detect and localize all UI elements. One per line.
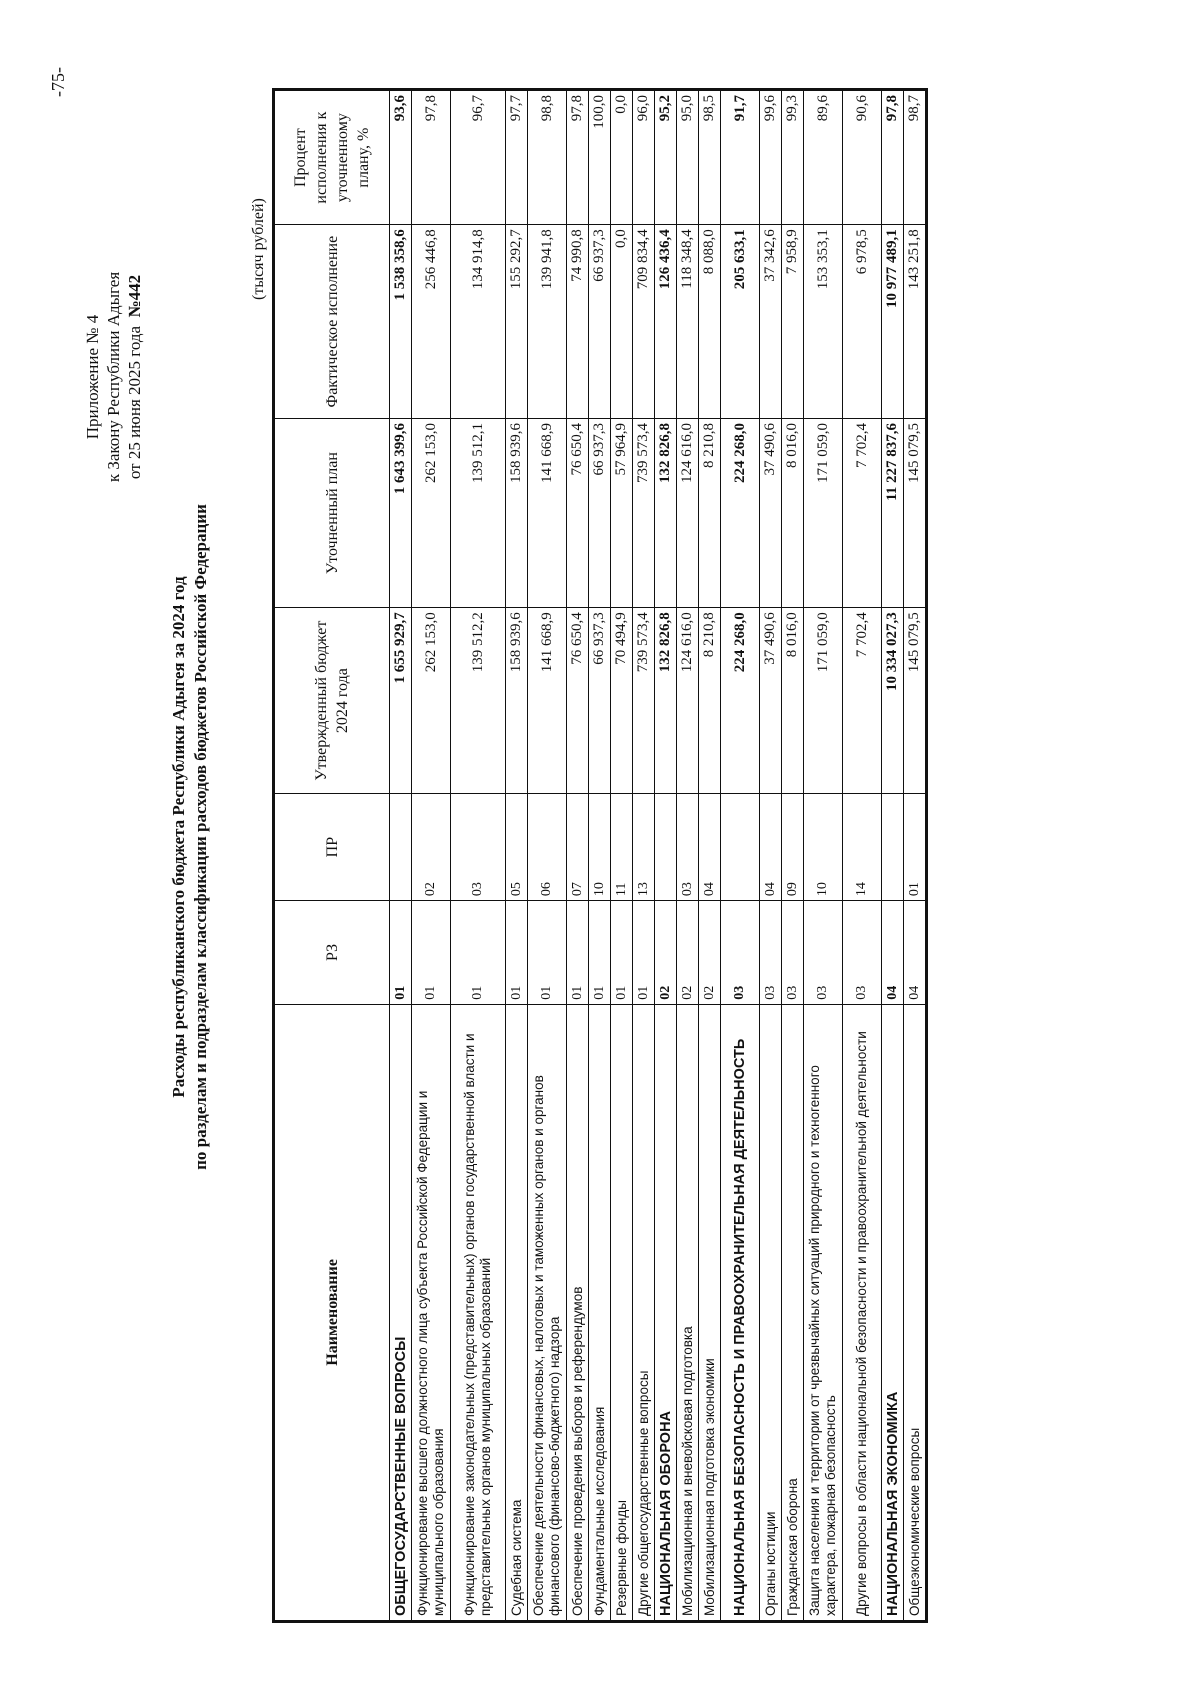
cell-pr: 09 <box>782 794 804 901</box>
cell-refined: 1 643 399,6 <box>390 418 412 607</box>
cell-actual: 205 633,1 <box>721 225 760 419</box>
cell-name: Функционирование высшего должностного лица субъекта Российской Федерации и муниципального образования <box>412 1004 451 1621</box>
table-row <box>677 90 699 1622</box>
cell-approved: 132 826,8 <box>655 608 677 794</box>
cell-actual: 134 914,8 <box>451 225 506 419</box>
cell-rz: 01 <box>528 901 567 1005</box>
cell-refined: 171 059,0 <box>804 418 843 607</box>
cell-name: Фундаментальные исследования <box>589 1004 611 1621</box>
cell-rz: 02 <box>655 901 677 1005</box>
cell-rz: 01 <box>506 901 528 1005</box>
table-header-row <box>274 90 390 1622</box>
cell-percent: 93,6 <box>390 90 412 225</box>
cell-name: Защита населения и территории от чрезвычайных ситуаций природного и техногенного характера, пожарная безопасность <box>804 1004 843 1621</box>
cell-actual: 153 353,1 <box>804 225 843 419</box>
cell-pr: 13 <box>633 794 655 901</box>
cell-approved: 8 016,0 <box>782 608 804 794</box>
cell-refined: 8 016,0 <box>782 418 804 607</box>
cell-name: НАЦИОНАЛЬНАЯ ЭКОНОМИКА <box>882 1004 904 1621</box>
cell-pr: 10 <box>589 794 611 901</box>
table-row <box>655 90 677 1622</box>
cell-pr: 04 <box>760 794 782 901</box>
cell-rz: 01 <box>633 901 655 1005</box>
cell-rz: 01 <box>451 901 506 1005</box>
cell-approved: 139 512,2 <box>451 608 506 794</box>
cell-pr <box>655 794 677 901</box>
document-title <box>168 337 212 1337</box>
cell-percent: 90,6 <box>843 90 882 225</box>
cell-pr: 04 <box>699 794 721 901</box>
table-row <box>390 90 412 1622</box>
cell-pr <box>721 794 760 901</box>
cell-rz: 04 <box>882 901 904 1005</box>
cell-rz: 03 <box>804 901 843 1005</box>
cell-name: Функционирование законодательных (представительных) органов государственной власти и представительных органов муниципальных образований <box>451 1004 506 1621</box>
table-row <box>528 90 567 1622</box>
cell-pr: 03 <box>677 794 699 901</box>
cell-rz: 01 <box>390 901 412 1005</box>
cell-refined: 124 616,0 <box>677 418 699 607</box>
title-line-2: по разделам и подразделам классификации расходов бюджетов Российской Федерации <box>191 504 210 1170</box>
cell-refined: 7 702,4 <box>843 418 882 607</box>
cell-approved: 124 616,0 <box>677 608 699 794</box>
cell-refined: 158 939,6 <box>506 418 528 607</box>
table-row <box>506 90 528 1622</box>
cell-refined: 262 153,0 <box>412 418 451 607</box>
cell-rz: 03 <box>782 901 804 1005</box>
annex-line-1: Приложение № 4 <box>83 314 102 440</box>
annex-date: от 25 июня 2025 года <box>125 325 144 480</box>
cell-actual: 66 937,3 <box>589 225 611 419</box>
table-row <box>611 90 633 1622</box>
cell-name: Судебная система <box>506 1004 528 1621</box>
cell-refined: 37 490,6 <box>760 418 782 607</box>
cell-percent: 97,7 <box>506 90 528 225</box>
cell-rz: 02 <box>699 901 721 1005</box>
cell-rz: 02 <box>677 901 699 1005</box>
cell-refined: 141 668,9 <box>528 418 567 607</box>
header-refined: Уточненный план <box>274 418 390 607</box>
cell-percent: 100,0 <box>589 90 611 225</box>
table-row <box>882 90 904 1622</box>
cell-name: Обеспечение деятельности финансовых, налоговых и таможенных органов и органов финансового (финансово-бюджетного) надзора <box>528 1004 567 1621</box>
cell-refined: 57 964,9 <box>611 418 633 607</box>
cell-pr: 07 <box>567 794 589 901</box>
cell-percent: 98,8 <box>528 90 567 225</box>
page-number: -75- <box>48 67 68 97</box>
cell-approved: 224 268,0 <box>721 608 760 794</box>
cell-percent: 0,0 <box>611 90 633 225</box>
cell-refined: 739 573,4 <box>633 418 655 607</box>
cell-approved: 8 210,8 <box>699 608 721 794</box>
cell-pr: 11 <box>611 794 633 901</box>
title-line-1: Расходы республиканского бюджета Республики Адыгея за 2024 год <box>169 576 188 1098</box>
table-row <box>782 90 804 1622</box>
cell-percent: 98,7 <box>904 90 927 225</box>
cell-actual: 7 958,9 <box>782 225 804 419</box>
cell-name: НАЦИОНАЛЬНАЯ БЕЗОПАСНОСТЬ И ПРАВООХРАНИТЕЛЬНАЯ ДЕЯТЕЛЬНОСТЬ <box>721 1004 760 1621</box>
cell-rz: 03 <box>760 901 782 1005</box>
header-pr: ПР <box>274 794 390 901</box>
cell-refined: 145 079,5 <box>904 418 927 607</box>
cell-pr: 03 <box>451 794 506 901</box>
cell-approved: 10 334 027,3 <box>882 608 904 794</box>
cell-name: Другие общегосударственные вопросы <box>633 1004 655 1621</box>
expenditure-table <box>272 88 928 1623</box>
cell-name: Обеспечение проведения выборов и референдумов <box>567 1004 589 1621</box>
cell-approved: 171 059,0 <box>804 608 843 794</box>
cell-actual: 74 990,8 <box>567 225 589 419</box>
cell-actual: 256 446,8 <box>412 225 451 419</box>
cell-actual: 8 088,0 <box>699 225 721 419</box>
cell-refined: 132 826,8 <box>655 418 677 607</box>
cell-pr: 01 <box>904 794 927 901</box>
cell-approved: 158 939,6 <box>506 608 528 794</box>
table-row <box>589 90 611 1622</box>
cell-refined: 224 268,0 <box>721 418 760 607</box>
cell-name: Органы юстиции <box>760 1004 782 1621</box>
annex-line-2: к Закону Республики Адыгея <box>104 271 123 483</box>
cell-actual: 10 977 489,1 <box>882 225 904 419</box>
cell-pr <box>390 794 412 901</box>
cell-approved: 1 655 929,7 <box>390 608 412 794</box>
cell-percent: 95,2 <box>655 90 677 225</box>
cell-refined: 139 512,1 <box>451 418 506 607</box>
cell-actual: 143 251,8 <box>904 225 927 419</box>
cell-approved: 37 490,6 <box>760 608 782 794</box>
cell-name: ОБЩЕГОСУДАРСТВЕННЫЕ ВОПРОСЫ <box>390 1004 412 1621</box>
cell-name: Гражданская оборона <box>782 1004 804 1621</box>
cell-actual: 1 538 358,6 <box>390 225 412 419</box>
cell-actual: 126 436,4 <box>655 225 677 419</box>
cell-name: Общеэкономические вопросы <box>904 1004 927 1621</box>
cell-actual: 118 348,4 <box>677 225 699 419</box>
cell-rz: 03 <box>843 901 882 1005</box>
cell-pr: 06 <box>528 794 567 901</box>
cell-name: Другие вопросы в области национальной безопасности и правоохранительной деятельности <box>843 1004 882 1621</box>
cell-actual: 139 941,8 <box>528 225 567 419</box>
table-row <box>804 90 843 1622</box>
cell-percent: 89,6 <box>804 90 843 225</box>
cell-name: Мобилизационная и вневойсковая подготовка <box>677 1004 699 1621</box>
cell-approved: 739 573,4 <box>633 608 655 794</box>
cell-pr: 02 <box>412 794 451 901</box>
header-percent: Процент исполнения к уточненному плану, % <box>274 90 390 225</box>
cell-approved: 145 079,5 <box>904 608 927 794</box>
table-row <box>412 90 451 1622</box>
cell-name: Резервные фонды <box>611 1004 633 1621</box>
cell-refined: 66 937,3 <box>589 418 611 607</box>
cell-percent: 99,6 <box>760 90 782 225</box>
table-row <box>760 90 782 1622</box>
table-row <box>451 90 506 1622</box>
header-actual: Фактическое исполнение <box>274 225 390 419</box>
cell-approved: 70 494,9 <box>611 608 633 794</box>
header-name: Наименование <box>274 1004 390 1621</box>
cell-percent: 95,0 <box>677 90 699 225</box>
annex-law-number: №442 <box>125 274 144 318</box>
cell-approved: 7 702,4 <box>843 608 882 794</box>
table-row <box>633 90 655 1622</box>
cell-actual: 0,0 <box>611 225 633 419</box>
cell-rz: 03 <box>721 901 760 1005</box>
cell-percent: 97,8 <box>412 90 451 225</box>
cell-percent: 97,8 <box>567 90 589 225</box>
cell-percent: 91,7 <box>721 90 760 225</box>
annex-line-3 <box>124 212 145 542</box>
cell-percent: 96,7 <box>451 90 506 225</box>
cell-approved: 141 668,9 <box>528 608 567 794</box>
cell-actual: 709 834,4 <box>633 225 655 419</box>
cell-percent: 99,3 <box>782 90 804 225</box>
table-row <box>904 90 927 1622</box>
cell-pr <box>882 794 904 901</box>
cell-actual: 37 342,6 <box>760 225 782 419</box>
units-label: (тысяч рублей) <box>250 198 267 300</box>
cell-pr: 05 <box>506 794 528 901</box>
cell-pr: 10 <box>804 794 843 901</box>
cell-name: НАЦИОНАЛЬНАЯ ОБОРОНА <box>655 1004 677 1621</box>
cell-actual: 155 292,7 <box>506 225 528 419</box>
cell-approved: 66 937,3 <box>589 608 611 794</box>
cell-rz: 01 <box>567 901 589 1005</box>
cell-refined: 8 210,8 <box>699 418 721 607</box>
cell-refined: 76 650,4 <box>567 418 589 607</box>
cell-rz: 01 <box>412 901 451 1005</box>
annex-block <box>82 212 145 542</box>
cell-percent: 97,8 <box>882 90 904 225</box>
cell-rz: 04 <box>904 901 927 1005</box>
cell-approved: 262 153,0 <box>412 608 451 794</box>
cell-refined: 11 227 837,6 <box>882 418 904 607</box>
cell-approved: 76 650,4 <box>567 608 589 794</box>
cell-name: Мобилизационная подготовка экономики <box>699 1004 721 1621</box>
cell-percent: 96,0 <box>633 90 655 225</box>
cell-pr: 14 <box>843 794 882 901</box>
table-row <box>721 90 760 1622</box>
header-approved: Утвержденный бюджет 2024 года <box>274 608 390 794</box>
table-row <box>567 90 589 1622</box>
cell-rz: 01 <box>589 901 611 1005</box>
cell-rz: 01 <box>611 901 633 1005</box>
cell-actual: 6 978,5 <box>843 225 882 419</box>
header-rz: РЗ <box>274 901 390 1005</box>
table-row <box>699 90 721 1622</box>
table-row <box>843 90 882 1622</box>
cell-percent: 98,5 <box>699 90 721 225</box>
